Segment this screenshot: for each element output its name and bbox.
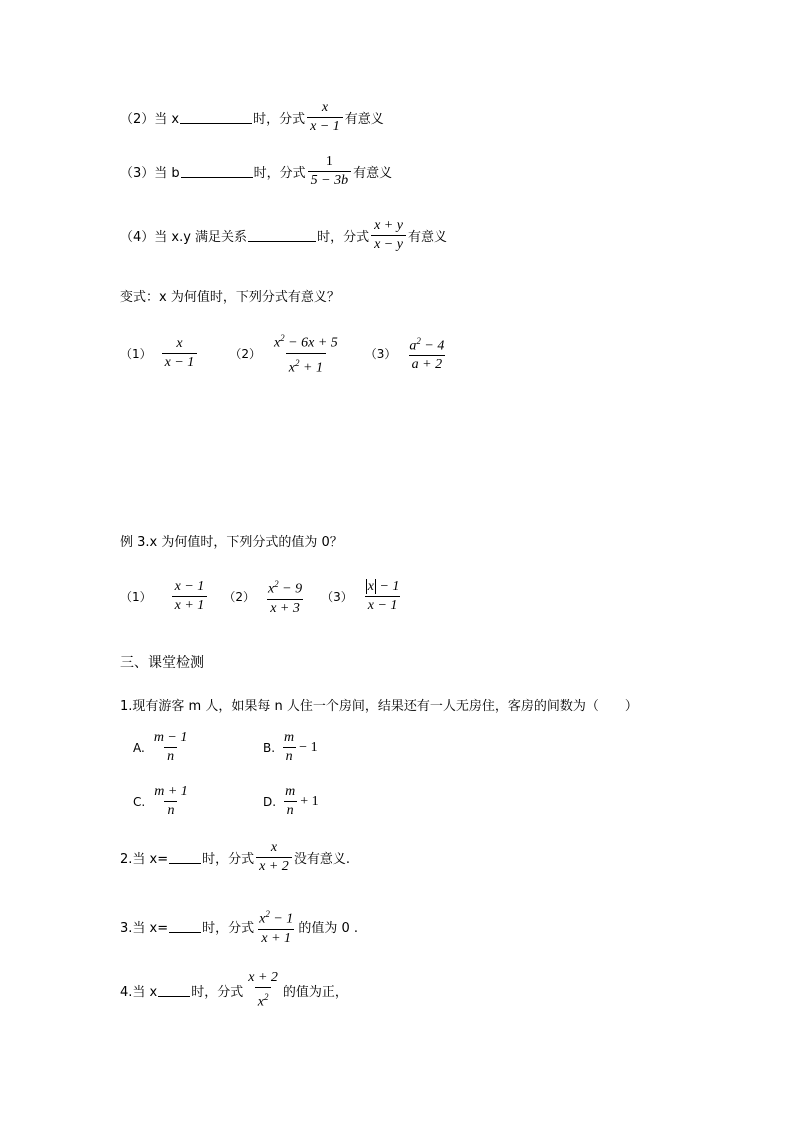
ex3-3-num-rest: − 1 xyxy=(375,578,400,594)
q3-prefix: （3）当 b xyxy=(120,166,180,181)
question-3 xyxy=(120,154,392,189)
problem-1-text: 1.现有游客 m 人，如果每 n 人住一个房间，结果还有一人无房住，客房的间数为（ ） xyxy=(120,699,638,714)
ex3-3-label: （3） xyxy=(321,589,353,604)
question-4 xyxy=(120,218,447,253)
variant-1-denominator: x − 1 xyxy=(162,353,198,371)
variant-3-num-base: a xyxy=(409,338,417,354)
q4-prefix: （4）当 x.y 满足关系 xyxy=(120,230,248,245)
ex3-2-numerator xyxy=(265,576,305,599)
ex3-2-denominator: x + 3 xyxy=(267,599,303,617)
option-d-denominator: n xyxy=(284,801,297,819)
ex3-1-label: （1） xyxy=(120,589,152,604)
example-3-title: 例 3.x 为何值时，下列分式的值为 0？ xyxy=(120,535,343,550)
variant-2-den-base: x xyxy=(288,360,295,376)
ex3-3-fraction xyxy=(363,579,403,614)
q3-numerator: 1 xyxy=(325,154,333,169)
problem-1-option-c xyxy=(133,784,193,819)
q4-suffix: 有意义 xyxy=(407,230,447,245)
ex3-3-abs-value: x xyxy=(367,578,374,594)
option-a-denominator: n xyxy=(164,747,177,765)
variant-2-label: （2） xyxy=(229,346,261,361)
option-a-numerator: m − 1 xyxy=(153,730,188,745)
q2-fraction xyxy=(307,100,343,135)
variant-2-num-base: x xyxy=(273,335,281,351)
example-3-items xyxy=(120,576,404,617)
p2-mid: 时，分式 xyxy=(202,852,255,867)
p2-numerator: x xyxy=(270,840,278,855)
variant-2-denominator xyxy=(286,353,326,377)
option-c-fraction xyxy=(151,784,191,819)
q2-mid: 时，分式 xyxy=(253,112,306,127)
option-d-tail: + 1 xyxy=(300,793,319,809)
ex3-3-numerator xyxy=(363,579,403,596)
q3-mid: 时，分式 xyxy=(253,166,306,181)
p4-mid: 时，分式 xyxy=(191,984,244,1000)
variant-1-label: （1） xyxy=(120,346,152,361)
option-a-label: A. xyxy=(133,740,145,755)
p3-prefix: 3.当 x= xyxy=(120,920,169,936)
p4-fraction xyxy=(245,970,281,1011)
section-3-title: 三、课堂检测 xyxy=(120,655,204,671)
variant-1-fraction xyxy=(162,336,198,371)
problem-4 xyxy=(120,970,348,1011)
option-b-label: B. xyxy=(263,740,276,755)
option-a-fraction xyxy=(151,730,191,765)
p3-numerator xyxy=(256,906,296,929)
option-b-denominator: n xyxy=(283,747,296,765)
q4-blank[interactable] xyxy=(248,229,316,242)
p4-blank[interactable] xyxy=(158,984,190,997)
option-b-numerator: m xyxy=(284,730,295,745)
variant-items xyxy=(120,330,449,376)
option-b-tail: − 1 xyxy=(299,739,318,755)
p2-prefix: 2.当 x= xyxy=(120,852,169,867)
problem-3 xyxy=(120,906,358,947)
p2-denominator: x + 2 xyxy=(256,857,292,875)
problem-2 xyxy=(120,840,350,875)
p2-fraction xyxy=(256,840,292,875)
option-d-fraction xyxy=(282,784,298,819)
variant-2-den-rest: + 1 xyxy=(299,360,323,376)
option-b-fraction xyxy=(281,730,297,765)
q2-numerator: x xyxy=(321,100,329,115)
q3-denominator: 5 − 3b xyxy=(308,171,351,189)
p2-suffix: 没有意义. xyxy=(293,852,350,867)
problem-1-option-a xyxy=(133,730,192,765)
ex3-2-num-exp: 2 xyxy=(274,579,279,589)
variant-1-numerator: x xyxy=(176,335,183,351)
p3-mid: 时，分式 xyxy=(202,920,255,936)
ex3-2-num-base: x xyxy=(267,581,275,597)
variant-2-num-exp: 2 xyxy=(280,333,285,343)
variant-3-num-rest: − 4 xyxy=(420,338,445,354)
q4-fraction xyxy=(371,218,406,253)
problem-1-option-b xyxy=(263,730,318,765)
q2-suffix: 有意义 xyxy=(344,112,384,127)
option-d-label: D. xyxy=(263,794,277,809)
p4-denominator xyxy=(255,987,272,1011)
ex3-2-fraction xyxy=(265,576,305,617)
p3-blank[interactable] xyxy=(169,920,201,933)
p3-fraction xyxy=(256,906,296,947)
option-c-denominator: n xyxy=(164,801,177,819)
problem-1-option-d xyxy=(263,784,319,819)
variant-2-num-rest: − 6x + 5 xyxy=(284,335,338,351)
question-2 xyxy=(120,100,384,135)
variant-3-label: （3） xyxy=(364,346,397,361)
ex3-3-denominator: x − 1 xyxy=(365,596,401,614)
variant-3-fraction xyxy=(406,333,447,374)
q3-blank[interactable] xyxy=(181,165,253,178)
p3-suffix: 的值为 0 . xyxy=(298,920,358,936)
p3-num-rest: − 1 xyxy=(269,911,294,927)
ex3-1-denominator: x + 1 xyxy=(172,596,208,614)
variant-title: 变式：x 为何值时，下列分式有意义？ xyxy=(120,290,340,305)
p2-blank[interactable] xyxy=(169,851,201,864)
variant-3-num-exp: 2 xyxy=(416,335,421,346)
q2-prefix: （2）当 x xyxy=(120,112,180,127)
q3-suffix: 有意义 xyxy=(353,166,393,181)
variant-3-denominator: a + 2 xyxy=(409,355,445,373)
ex3-1-fraction xyxy=(172,579,208,614)
p3-denominator: x + 1 xyxy=(258,929,294,947)
q4-mid: 时，分式 xyxy=(317,230,370,245)
p4-suffix: 的值为正， xyxy=(282,984,348,1000)
variant-3-numerator xyxy=(406,333,447,356)
variant-2-fraction xyxy=(271,330,341,376)
p3-num-exp: 2 xyxy=(265,909,270,919)
q2-denominator: x − 1 xyxy=(307,117,343,135)
q3-fraction xyxy=(308,154,351,189)
ex3-1-numerator: x − 1 xyxy=(174,578,205,594)
q2-blank[interactable] xyxy=(180,111,252,124)
p4-den-base: x xyxy=(257,994,264,1010)
p4-prefix: 4.当 x xyxy=(120,984,158,1000)
ex3-2-label: （2） xyxy=(223,589,255,604)
option-d-numerator: m xyxy=(285,784,296,799)
ex3-2-num-rest: − 9 xyxy=(278,581,303,597)
q4-denominator: x − y xyxy=(371,235,406,253)
variant-2-den-exp: 2 xyxy=(295,357,300,368)
variant-2-numerator xyxy=(271,330,341,353)
option-c-label: C. xyxy=(133,794,146,809)
p4-den-exp: 2 xyxy=(263,992,269,1002)
p4-numerator: x + 2 xyxy=(248,970,278,985)
option-c-numerator: m + 1 xyxy=(154,784,188,799)
q4-numerator: x + y xyxy=(374,218,403,233)
p3-num-base: x xyxy=(259,911,266,927)
